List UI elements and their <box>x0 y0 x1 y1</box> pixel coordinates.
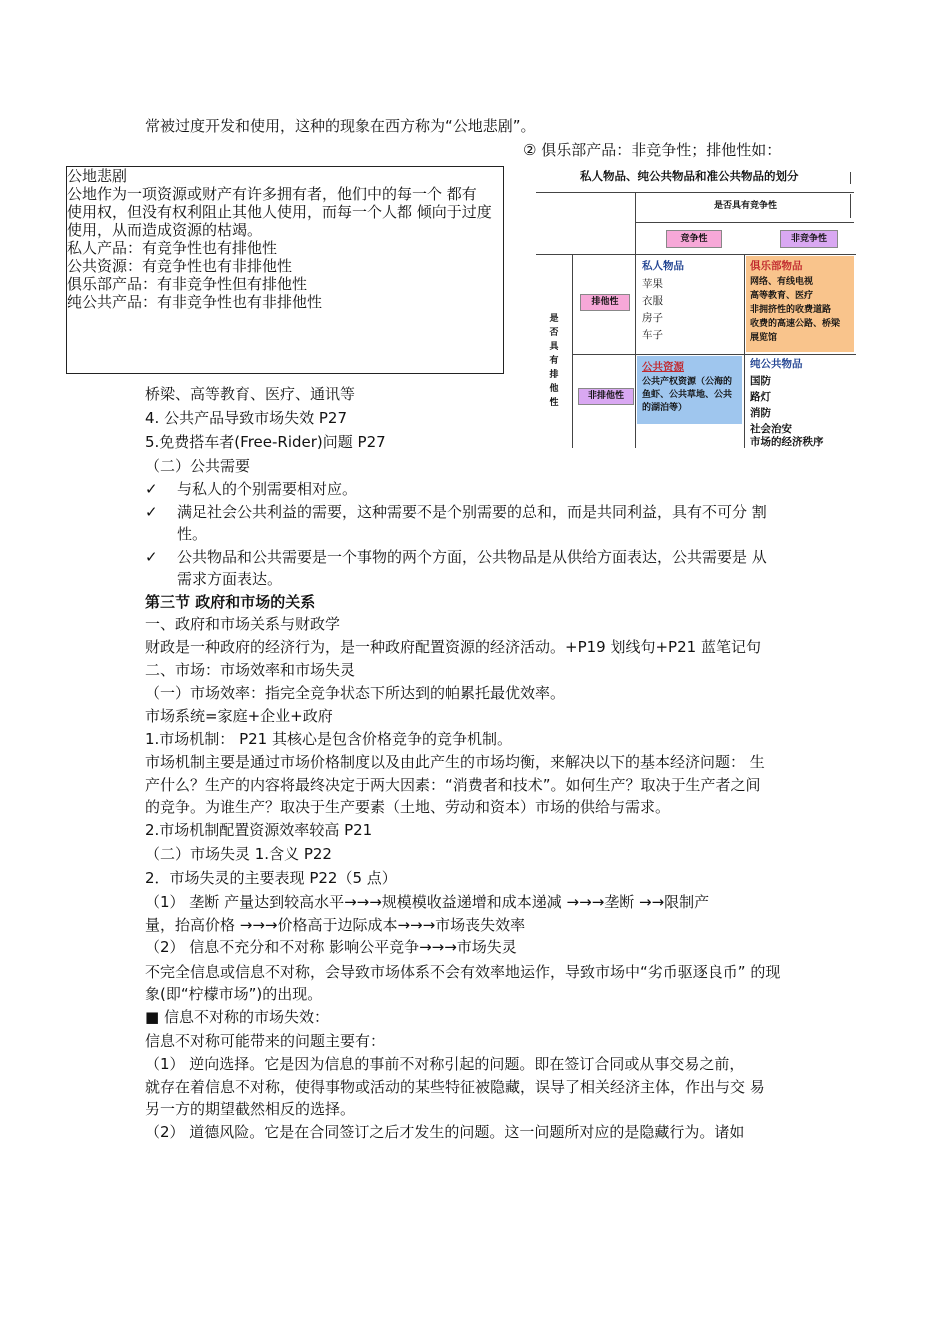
text-line: 2．市场失灵的主要表现 P22（5 点） <box>145 869 397 887</box>
club-goods-title: 俱乐部物品 <box>750 260 803 272</box>
col-noncompetitive-label: 非竞争性 <box>780 230 838 248</box>
text-line: 量，抬高价格 →→→价格高于边际成本→→→市场丧失效率 <box>145 916 526 934</box>
text-line: （2） 信息不充分和不对称 影响公平竞争→→→市场失灵 <box>145 938 517 956</box>
text-line: 性。 <box>177 525 208 543</box>
box-line: 使用权，但没有权利阻止其他人使用，而每一个人都 倾向于过度 <box>67 203 492 221</box>
common-resource-title: 公共资源 <box>642 361 684 373</box>
grid-line <box>572 254 573 448</box>
check-item: ✓ 满足社会公共利益的需要，这种需要不是个别需要的总和，而是共同利益，具有不可分 割 <box>145 503 767 521</box>
text-line: ■ 信息不对称的市场失效： <box>145 1008 329 1026</box>
private-item: 衣服 <box>642 295 663 307</box>
text-line: 不完全信息或信息不对称，会导致市场体系不会有效率地运作，导致市场中“劣币驱逐良币” 的现 <box>145 963 781 981</box>
goods-classification-figure <box>536 162 860 448</box>
text-line: 就存在着信息不对称，使得事物或活动的某些特征被隐藏，误导了相关经济主体，作出与交 易 <box>145 1078 765 1096</box>
row-nonexclusive-label: 非排他性 <box>578 388 634 405</box>
text-line: 信息不对称可能带来的问题主要有： <box>145 1032 386 1050</box>
grid-line <box>744 254 745 448</box>
text-line: （2） 道德风险。它是在合同签订之后才发生的问题。这一问题所对应的是隐藏行为。诸如 <box>145 1123 745 1141</box>
text-line: 象(即“柠檬市场”)的出现。 <box>145 985 323 1003</box>
club-item: 展览馆 <box>750 333 778 343</box>
box-line: 俱乐部产品：有非竞争性但有排他性 <box>67 275 308 293</box>
check-icon: ✓ <box>145 503 158 521</box>
text-line: （二）市场失灵 1.含义 P22 <box>145 845 332 863</box>
grid-line <box>635 192 636 448</box>
section-heading: 第三节 政府和市场的关系 <box>145 593 316 611</box>
figure-title: 私人物品、纯公共物品和准公共物品的划分 <box>580 169 799 183</box>
text-line: 1.市场机制： P21 其核心是包含价格竞争的竞争机制。 <box>145 730 512 748</box>
text-line: 市场系统=家庭+企业+政府 <box>145 707 333 725</box>
text-line: （二）公共需要 <box>145 457 251 475</box>
check-item: ✓ 公共物品和公共需要是一个事物的两个方面，公共物品是从供给方面表达，公共需要是 从 <box>145 548 767 566</box>
text-line: 桥梁、高等教育、医疗、通讯等 <box>145 385 356 403</box>
text-line: 常被过度开发和使用，这种的现象在西方称为“公地悲剧”。 <box>145 117 536 135</box>
box-line: 公地作为一项资源或财产有许多拥有者，他们中的每一个 都有 <box>67 185 477 203</box>
text-line: 财政是一种政府的经济行为，是一种政府配置资源的经济活动。+P19 划线句+P21 蓝笔记句 <box>145 638 761 656</box>
text-line: 需求方面表达。 <box>177 570 283 588</box>
public-item: 市场的经济秩序 <box>750 436 824 448</box>
row-exclusive-label: 排他性 <box>580 294 630 311</box>
club-item: 高等教育、医疗 <box>750 291 814 301</box>
text-line: 4. 公共产品导致市场失效 P27 <box>145 409 347 427</box>
public-item: 消防 <box>750 407 771 419</box>
club-item: 收费的高速公路、桥梁 <box>750 319 841 329</box>
text-line: 市场机制主要是通过市场价格制度以及由此产生的市场均衡，来解决以下的基本经济问题： 生 <box>145 753 765 771</box>
common-tragedy-box <box>66 166 504 374</box>
grid-line <box>536 254 856 255</box>
private-goods-title: 私人物品 <box>642 260 684 272</box>
text-line: ② 俱乐部产品：非竞争性；排他性如： <box>523 141 782 159</box>
public-goods-title: 纯公共物品 <box>750 358 803 370</box>
text-line: 产什么？生产的内容将最终决定于两大因素：“消费者和技术”。如何生产？取决于生产者之间 <box>145 776 761 794</box>
text-line: 的竞争。为谁生产？取决于生产要素（土地、劳动和资本）市场的供给与需求。 <box>145 798 671 816</box>
grid-line <box>536 192 854 193</box>
common-item: 的湖泊等） <box>642 403 688 413</box>
public-item: 国防 <box>750 375 771 387</box>
club-item: 网络、有线电视 <box>750 277 814 287</box>
text-line: 二、市场：市场效率和市场失灵 <box>145 661 356 679</box>
private-item: 苹果 <box>642 278 663 290</box>
check-icon: ✓ <box>145 480 158 498</box>
text-line: 5.免费搭车者(Free-Rider)问题 P27 <box>145 433 386 451</box>
competition-header: 是否具有竞争性 <box>714 201 778 211</box>
text-line: 2.市场机制配置资源效率较高 P21 <box>145 821 373 839</box>
text-line: 一、政府和市场关系与财政学 <box>145 615 341 633</box>
box-line: 公地悲剧 <box>67 167 128 185</box>
text-line: （1） 逆向选择。它是因为信息的事前不对称引起的问题。即在签订合同或从事交易之前， <box>145 1055 745 1073</box>
box-line: 公共资源：有竞争性也有非排他性 <box>67 257 293 275</box>
private-item: 房子 <box>642 312 663 324</box>
club-item: 非拥挤性的收费道路 <box>750 305 832 315</box>
common-item: 鱼虾、公共草地、公共 <box>642 390 733 400</box>
check-icon: ✓ <box>145 548 158 566</box>
grid-line <box>635 222 854 223</box>
check-item: ✓ 与私人的个别需要相对应。 <box>145 480 358 498</box>
text-line: （一）市场效率：指完全竞争状态下所达到的帕累托最优效率。 <box>145 684 566 702</box>
common-item: 公共产权资源（公海的 <box>642 377 733 387</box>
grid-line <box>572 354 856 355</box>
box-line: 私人产品：有竞争性也有排他性 <box>67 239 278 257</box>
box-line: 纯公共产品：有非竞争性也有非排他性 <box>67 293 323 311</box>
public-item: 路灯 <box>750 391 771 403</box>
public-item: 社会治安 <box>750 423 792 435</box>
text-line: 另一方的期望截然相反的选择。 <box>145 1100 356 1118</box>
exclusivity-row-header: 是否具有排他性 <box>549 314 559 408</box>
box-line: 使用，从而造成资源的枯竭。 <box>67 221 263 239</box>
col-competitive-label: 竞争性 <box>666 230 722 248</box>
text-line: （1） 垄断 产量达到较高水平→→→规模模收益递增和成本递减 →→→垄断 →→限制产 <box>145 893 710 911</box>
private-item: 车子 <box>642 329 663 341</box>
